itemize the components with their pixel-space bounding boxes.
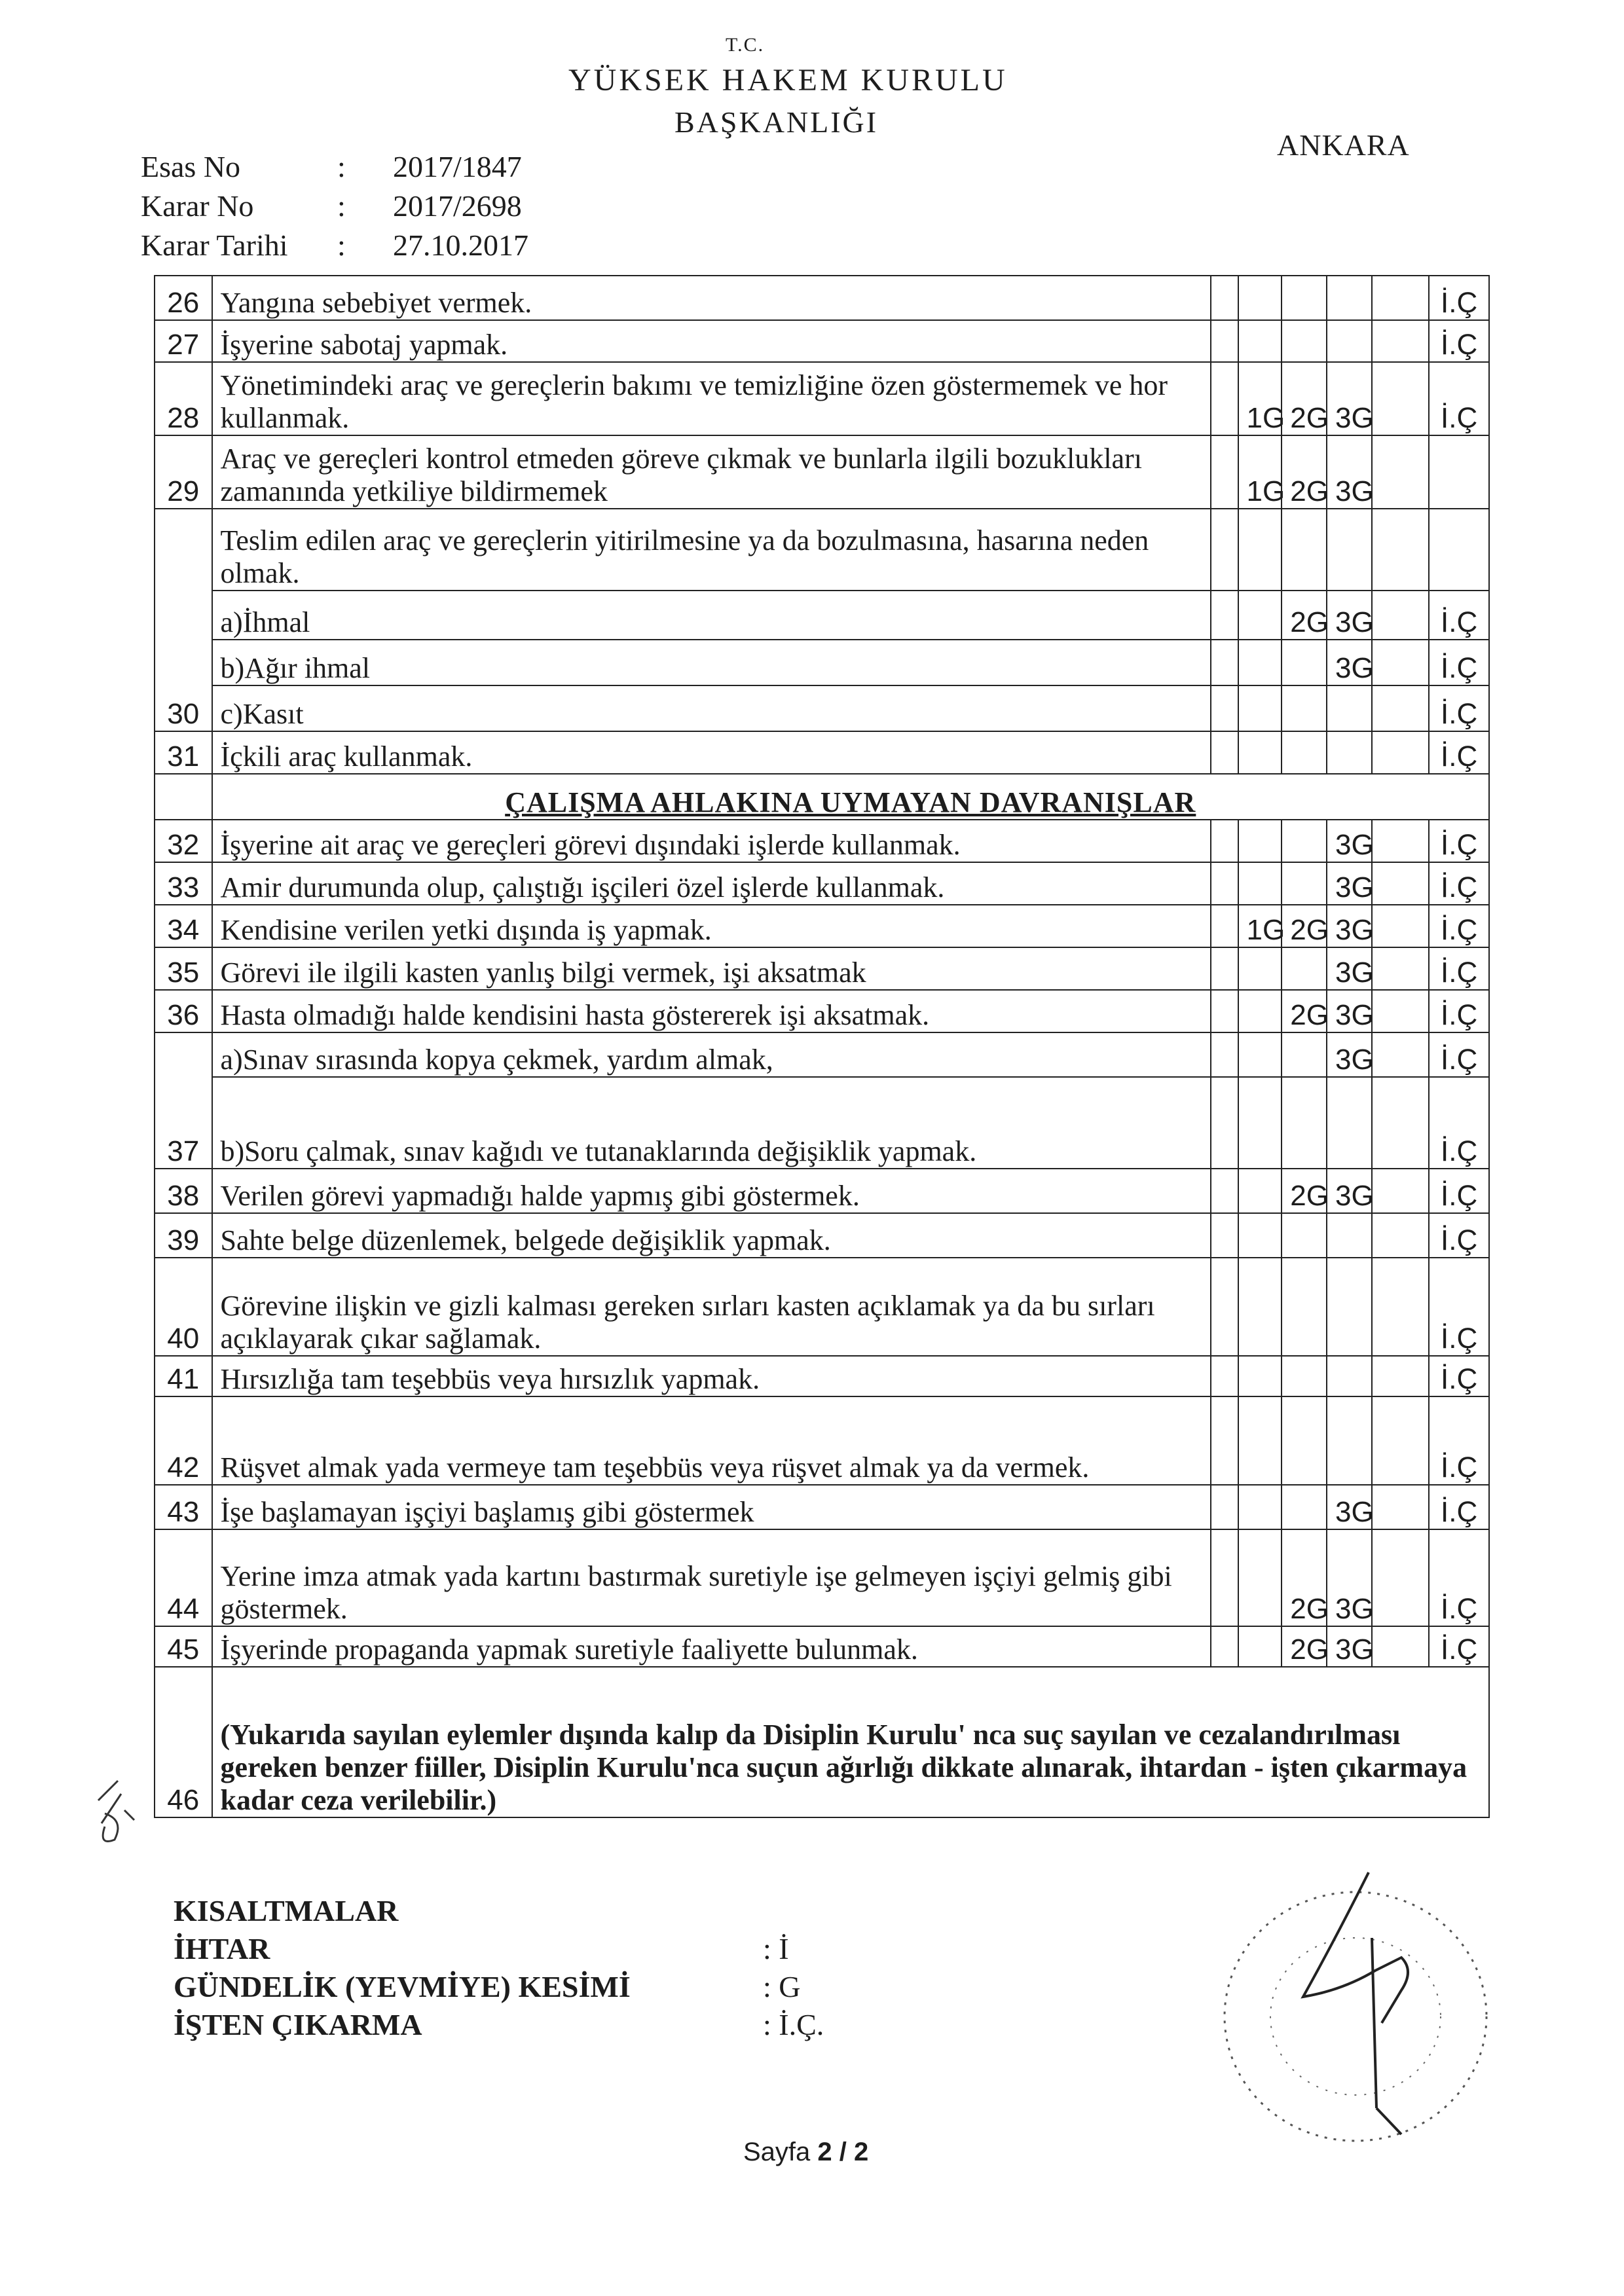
offense-text: İşyerine sabotaj yapmak. (212, 320, 1211, 362)
meta-row-tarih (141, 226, 528, 265)
offense-text: Görevi ile ilgili kasten yanlış bilgi vermek, işi aksatmak (212, 947, 1211, 990)
penalty-2g: 2G (1282, 362, 1327, 435)
row-number: 29 (155, 435, 212, 509)
offense-text: Hırsızlığa tam teşebbüs veya hırsızlık yapmak. (212, 1356, 1211, 1396)
table-subrow (155, 1077, 1489, 1169)
row-number: 27 (155, 320, 212, 362)
section-row (155, 774, 1489, 820)
meta-row-karar (141, 187, 528, 226)
abbreviation-item (174, 1930, 824, 1968)
abbreviation-label: GÜNDELİK (YEVMİYE) KESİMİ (174, 1970, 631, 2003)
penalty-3g: 3G (1327, 1485, 1372, 1529)
penalty-ic: İ.Ç (1429, 862, 1489, 905)
page-number (743, 2138, 868, 2167)
row-number: 26 (155, 276, 212, 320)
penalty-ic: İ.Ç (1429, 276, 1489, 320)
penalty-3g: 3G (1327, 990, 1372, 1032)
penalty-ic: İ.Ç (1429, 1213, 1489, 1258)
abbreviation-label: İHTAR (174, 1932, 270, 1965)
stamp-and-signature (1205, 1859, 1506, 2160)
row-number: 42 (155, 1396, 212, 1485)
offense-subitem: a)Sınav sırasında kopya çekmek, yardım almak, (212, 1032, 1211, 1077)
row-number: 33 (155, 862, 212, 905)
penalty-ic: İ.Ç (1429, 947, 1489, 990)
table-row (155, 905, 1489, 947)
offense-text: Kendisine verilen yetki dışında iş yapmak. (212, 905, 1211, 947)
penalty-ic: İ.Ç (1429, 591, 1489, 640)
penalty-3g: 3G (1327, 947, 1372, 990)
abbreviations-title: KISALTMALAR (174, 1894, 399, 1927)
penalty-ic: İ.Ç (1429, 640, 1489, 685)
offense-subitem: b)Soru çalmak, sınav kağıdı ve tutanaklarında değişiklik yapmak. (212, 1077, 1211, 1169)
case-meta (141, 147, 528, 265)
offense-text: Yönetimindeki araç ve gereçlerin bakımı ve temizliğine özen göstermemek ve hor kullanmak. (212, 362, 1211, 435)
penalty-2g: 2G (1282, 905, 1327, 947)
offense-subitem: c)Kasıt (212, 685, 1211, 731)
offense-text: İşyerinde propaganda yapmak suretiyle faaliyette bulunmak. (212, 1626, 1211, 1667)
penalty-3g: 3G (1327, 820, 1372, 862)
table-row (155, 990, 1489, 1032)
table-subrow (155, 685, 1489, 731)
penalty-ic: İ.Ç (1429, 1356, 1489, 1396)
offense-subitem: b)Ağır ihmal (212, 640, 1211, 685)
abbreviation-item (174, 1968, 824, 2006)
table-row (155, 1485, 1489, 1529)
penalty-ic: İ.Ç (1429, 362, 1489, 435)
row-number: 43 (155, 1485, 212, 1529)
offense-text: İşyerine ait araç ve gereçleri görevi dışındaki işlerde kullanmak. (212, 820, 1211, 862)
row-number: 32 (155, 820, 212, 862)
abbreviation-value: : İ.Ç. (763, 2008, 824, 2041)
abbreviation-value: : G (763, 1970, 801, 2003)
penalty-ic: İ.Ç (1429, 990, 1489, 1032)
penalty-1g: 1G (1238, 435, 1282, 509)
row-number: 35 (155, 947, 212, 990)
section-heading: ÇALIŞMA AHLAKINA UYMAYAN DAVRANIŞLAR (505, 786, 1196, 818)
institution-subtitle: BAŞKANLIĞI (674, 105, 879, 139)
row-number: 46 (155, 1667, 212, 1817)
city: ANKARA (1277, 128, 1410, 162)
offense-text: Görevine ilişkin ve gizli kalması gereken sırları kasten açıklamak ya da bu sırları açıklayarak çıkar sağlamak. (212, 1258, 1211, 1356)
penalty-ic: İ.Ç (1429, 905, 1489, 947)
row-number: 41 (155, 1356, 212, 1396)
table-row (155, 947, 1489, 990)
table-row (155, 276, 1489, 320)
row-number: 34 (155, 905, 212, 947)
offense-text: Yangına sebebiyet vermek. (212, 276, 1211, 320)
abbreviation-item (174, 2006, 824, 2044)
offense-subitem: a)İhmal (212, 591, 1211, 640)
penalty-ic: İ.Ç (1429, 1529, 1489, 1626)
header-tc: T.C. (726, 34, 765, 56)
meta-value: 2017/1847 (393, 150, 522, 183)
meta-value: 27.10.2017 (393, 228, 528, 262)
penalty-3g: 3G (1327, 1529, 1372, 1626)
penalty-3g: 3G (1327, 862, 1372, 905)
row-number: 38 (155, 1169, 212, 1213)
row-number: 40 (155, 1258, 212, 1356)
penalty-1g: 1G (1238, 362, 1282, 435)
table-subrow (155, 1032, 1489, 1077)
offense-text: Rüşvet almak yada vermeye tam teşebbüs veya rüşvet almak ya da vermek. (212, 1396, 1211, 1485)
row-number: 28 (155, 362, 212, 435)
penalty-ic: İ.Ç (1429, 685, 1489, 731)
row-number: 30 (155, 509, 212, 731)
penalty-2g: 2G (1282, 591, 1327, 640)
penalty-3g: 3G (1327, 591, 1372, 640)
penalty-2g: 2G (1282, 1529, 1327, 1626)
penalty-table (154, 275, 1490, 1818)
table-row (155, 862, 1489, 905)
table-row (155, 1667, 1489, 1817)
penalty-ic: İ.Ç (1429, 1258, 1489, 1356)
row-number: 37 (155, 1032, 212, 1169)
offense-text: Yerine imza atmak yada kartını bastırmak suretiyle işe gelmeyen işçiyi gelmiş gibi göstermek. (212, 1529, 1211, 1626)
penalty-ic: İ.Ç (1429, 1485, 1489, 1529)
penalty-3g: 3G (1327, 1169, 1372, 1213)
table-row (155, 1529, 1489, 1626)
penalty-3g: 3G (1327, 905, 1372, 947)
table-row (155, 1213, 1489, 1258)
table-row (155, 1169, 1489, 1213)
abbreviation-label: İŞTEN ÇIKARMA (174, 2008, 422, 2041)
table-row (155, 1258, 1489, 1356)
initials-mark (85, 1774, 144, 1853)
row-number: 39 (155, 1213, 212, 1258)
offense-text: İçkili araç kullanmak. (212, 731, 1211, 774)
meta-separator: : (337, 189, 346, 223)
meta-value: 2017/2698 (393, 189, 522, 223)
penalty-2g: 2G (1282, 435, 1327, 509)
row-number: 36 (155, 990, 212, 1032)
page-count: 2 / 2 (817, 2138, 869, 2166)
penalty-ic: İ.Ç (1429, 1077, 1489, 1169)
general-clause: (Yukarıda sayılan eylemler dışında kalıp da Disiplin Kurulu' nca suç sayılan ve cezalandırılması gereken benzer fiiller, Disiplin Kurulu'nca suçun ağırlığı dikkate alınarak, ihtardan - işten çıkarmaya kadar ceza verilebilir.) (212, 1667, 1489, 1817)
table-row (155, 362, 1489, 435)
penalty-ic: İ.Ç (1429, 1169, 1489, 1213)
penalty-ic: İ.Ç (1429, 1396, 1489, 1485)
penalty-2g: 2G (1282, 990, 1327, 1032)
table-row (155, 820, 1489, 862)
institution-name: YÜKSEK HAKEM KURULU (568, 63, 1008, 98)
offense-text: Hasta olmadığı halde kendisini hasta göstererek işi aksatmak. (212, 990, 1211, 1032)
table-row (155, 731, 1489, 774)
row-number: 44 (155, 1529, 212, 1626)
offense-text: Araç ve gereçleri kontrol etmeden göreve çıkmak ve bunlarla ilgili bozuklukları zamanında yetkiliye bildirmemek (212, 435, 1211, 509)
abbreviations (174, 1892, 824, 2044)
row-number: 45 (155, 1626, 212, 1667)
penalty-3g: 3G (1327, 362, 1372, 435)
offense-text: Sahte belge düzenlemek, belgede değişiklik yapmak. (212, 1213, 1211, 1258)
penalty-ic: İ.Ç (1429, 320, 1489, 362)
meta-label: Esas No (141, 150, 241, 183)
offense-text: Verilen görevi yapmadığı halde yapmış gibi göstermek. (212, 1169, 1211, 1213)
penalty-2g: 2G (1282, 1169, 1327, 1213)
offense-text: Teslim edilen araç ve gereçlerin yitirilmesine ya da bozulmasına, hasarına neden olmak. (212, 509, 1211, 591)
row-number: 31 (155, 731, 212, 774)
penalty-ic: İ.Ç (1429, 1032, 1489, 1077)
meta-separator: : (337, 150, 346, 183)
offense-text: İşe başlamayan işçiyi başlamış gibi göstermek (212, 1485, 1211, 1529)
penalty-3g: 3G (1327, 435, 1372, 509)
table-row (155, 509, 1489, 591)
page-prefix: Sayfa (743, 2138, 818, 2166)
penalty-2g: 2G (1282, 1626, 1327, 1667)
penalty-ic: İ.Ç (1429, 731, 1489, 774)
penalty-ic: İ.Ç (1429, 820, 1489, 862)
abbreviation-value: : İ (763, 1932, 789, 1965)
meta-label: Karar No (141, 189, 254, 223)
table-subrow (155, 640, 1489, 685)
penalty-ic: İ.Ç (1429, 1626, 1489, 1667)
offense-text: Amir durumunda olup, çalıştığı işçileri özel işlerde kullanmak. (212, 862, 1211, 905)
meta-separator: : (337, 228, 346, 262)
meta-label: Karar Tarihi (141, 228, 288, 262)
penalty-3g: 3G (1327, 1626, 1372, 1667)
table-row (155, 435, 1489, 509)
table-row (155, 1396, 1489, 1485)
penalty-3g: 3G (1327, 1032, 1372, 1077)
penalty-1g: 1G (1238, 905, 1282, 947)
penalty-3g: 3G (1327, 640, 1372, 685)
meta-row-esas (141, 147, 528, 187)
table-row (155, 1356, 1489, 1396)
table-row (155, 320, 1489, 362)
table-subrow (155, 591, 1489, 640)
table-row (155, 1626, 1489, 1667)
